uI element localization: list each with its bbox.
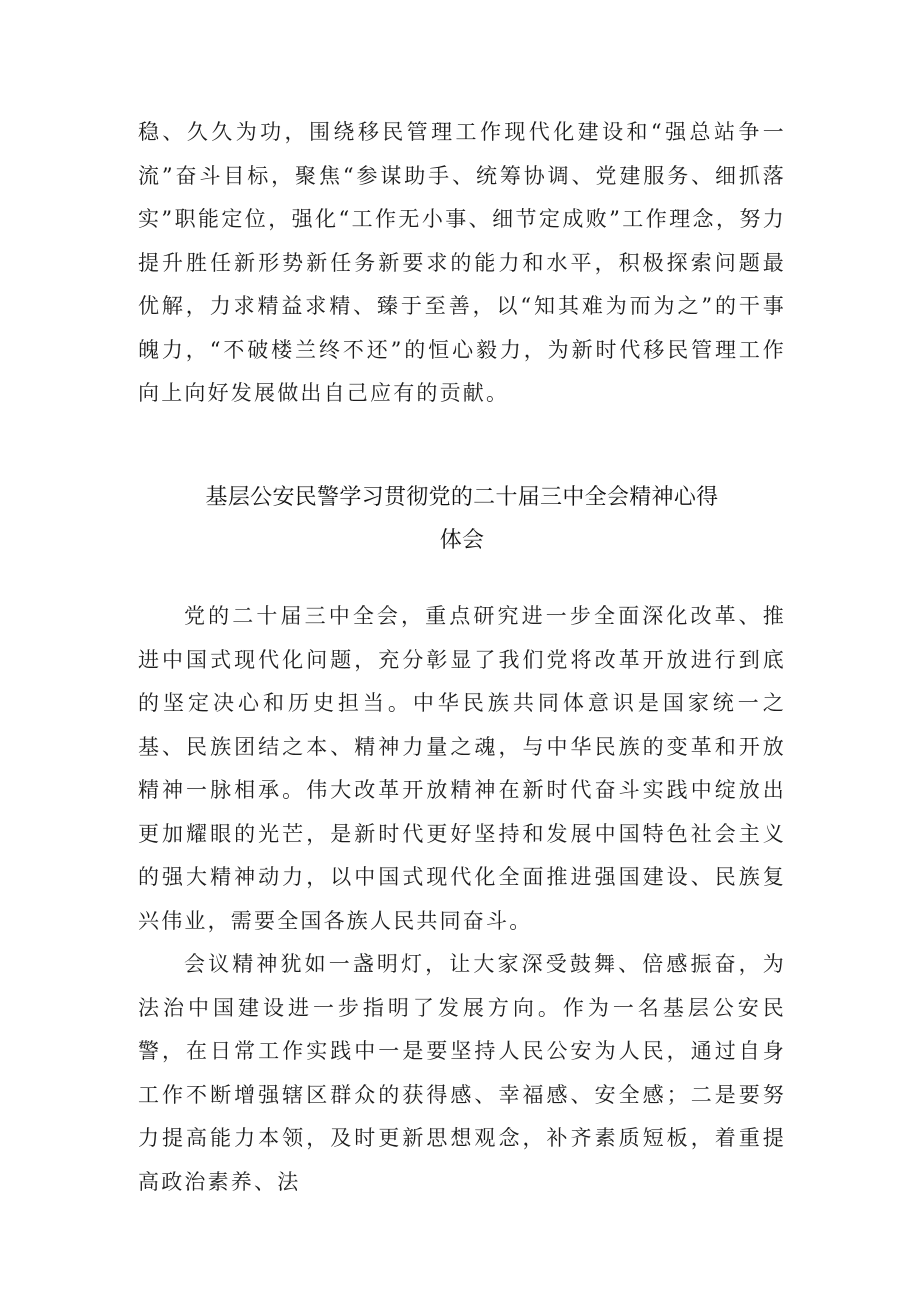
- body-paragraph-1: 党的二十届三中全会，重点研究进一步全面深化改革、推进中国式现代化问题，充分彰显了我们党将改革开放进行到底的坚定决心和历史担当。中华民族共同体意识是国家统一之基、民族团结之本、精神力量之魂，与中华民族的变革和开放精神一脉相承。伟大改革开放精神在新时代奋斗实践中绽放出更加耀眼的光芒，是新时代更好坚持和发展中国特色社会主义的强大精神动力，以中国式现代化全面推进强国建设、民族复兴伟业，需要全国各族人民共同奋斗。: [138, 604, 786, 933]
- body-paragraph-2: 会议精神犹如一盏明灯，让大家深受鼓舞、倍感振奋，为法治中国建设进一步指明了发展方向。作为一名基层公安民警，在日常工作实践中一是要坚持人民公安为人民，通过自身工作不断增强辖区群众的获得感、幸福感、安全感；二是要努力提高能力本领，及时更新思想观念，补齐素质短板，着重提高政治素养、法: [138, 952, 786, 1194]
- article-body: [138, 595, 786, 1204]
- continued-text-block: [138, 111, 786, 416]
- article-title: [138, 476, 786, 562]
- continued-paragraph: 稳、久久为功，围绕移民管理工作现代化建设和“强总站争一流”奋斗目标，聚焦“参谋助手、统筹协调、党建服务、细抓落实”职能定位，强化“工作无小事、细节定成败”工作理念，努力提升胜任新形势新任务新要求的能力和水平，积极探索问题最优解，力求精益求精、臻于至善，以“知其难为而为之”的干事魄力，“不破楼兰终不还”的恒心毅力，为新时代移民管理工作向上向好发展做出自己应有的贡献。: [138, 120, 786, 405]
- article-title-line-1: 基层公安民警学习贯彻党的二十届三中全会精神心得: [205, 485, 719, 510]
- article-title-line-2: 体会: [439, 528, 485, 553]
